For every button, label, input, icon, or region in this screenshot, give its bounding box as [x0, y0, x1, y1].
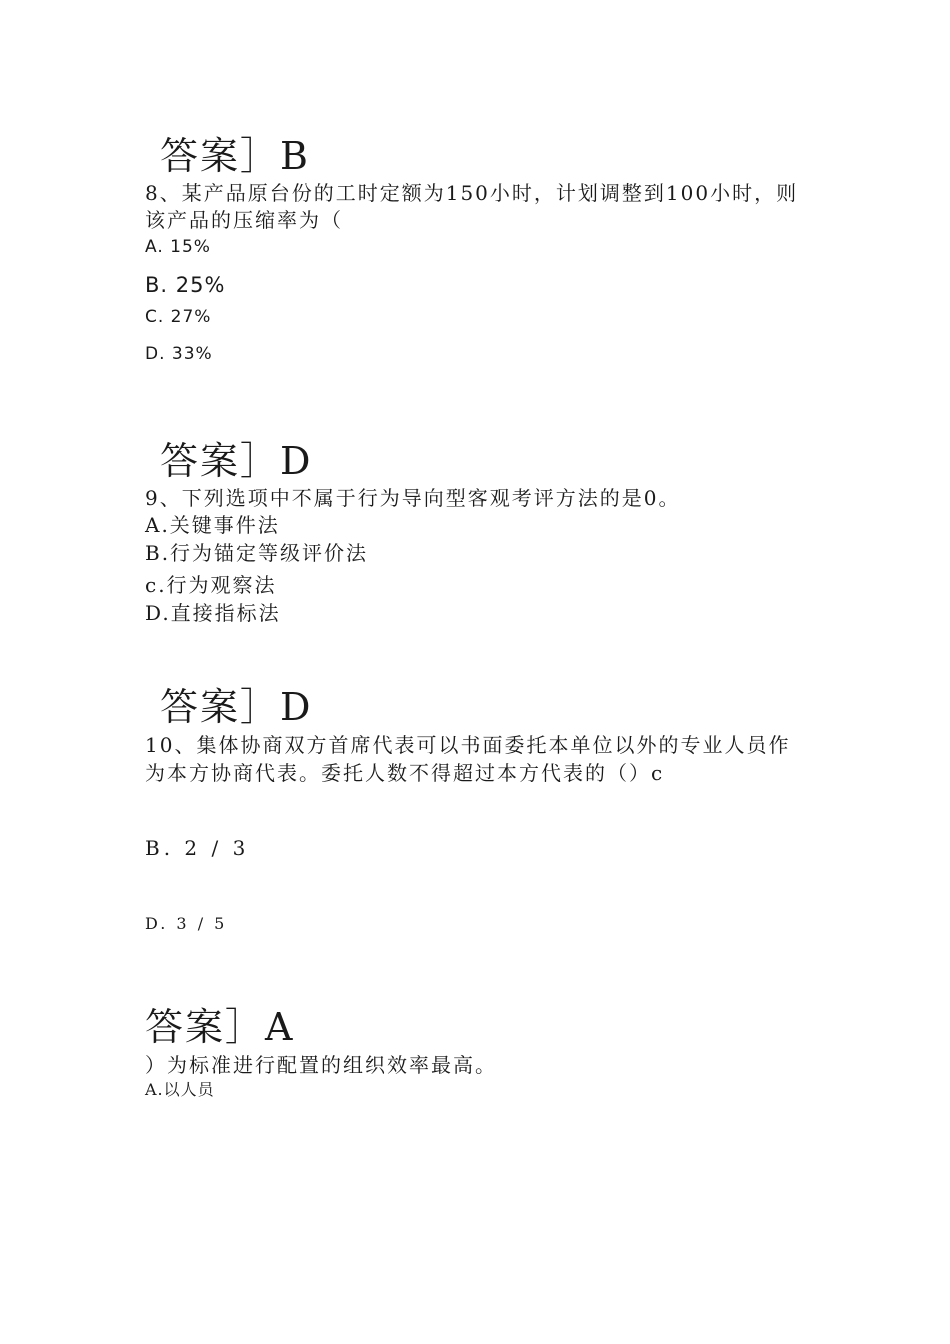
question-8-option-a — [145, 239, 211, 256]
option-text: A. 15% — [145, 237, 211, 257]
option-text: D. 33% — [145, 344, 213, 364]
question-9-option-c: c.行为观察法 — [145, 573, 277, 597]
question-10-option-d: D. 3 / 5 — [145, 914, 228, 933]
question-11-line-1: ）为标准进行配置的组织效率最高。 — [145, 1053, 497, 1077]
question-9-line-1: 9、下列选项中不属于行为导向型客观考评方法的是0。 — [145, 486, 681, 510]
question-8-line-1: 8、某产品原台份的工时定额为150小时，计划调整到100小时，则 — [145, 181, 799, 205]
option-text: C. 27% — [145, 307, 212, 327]
answer-line: 答案］B — [160, 134, 310, 178]
question-9-option-d: D.直接指标法 — [145, 601, 281, 625]
question-10-option-b: B. 2 / 3 — [145, 836, 250, 860]
answer-line: 答案］D — [160, 685, 313, 729]
question-10-line-1: 10、集体协商双方首席代表可以书面委托本单位以外的专业人员作 — [145, 733, 791, 757]
question-8-option-b — [145, 275, 225, 296]
question-8-option-d — [145, 346, 213, 363]
answer-line: 答案］D — [160, 439, 313, 483]
answer-line: 答案］A — [145, 1005, 295, 1049]
question-8-option-c — [145, 309, 211, 326]
question-9-option-a: A.关键事件法 — [145, 513, 280, 537]
question-10-line-2: 为本方协商代表。委托人数不得超过本方代表的（）c — [145, 761, 665, 785]
question-9-option-b: B.行为锚定等级评价法 — [145, 541, 369, 565]
question-11-option-a: A.以人员 — [145, 1080, 215, 1099]
question-8-line-2: 该产品的压缩率为（ — [145, 208, 343, 232]
option-text: B. 25% — [145, 273, 226, 297]
